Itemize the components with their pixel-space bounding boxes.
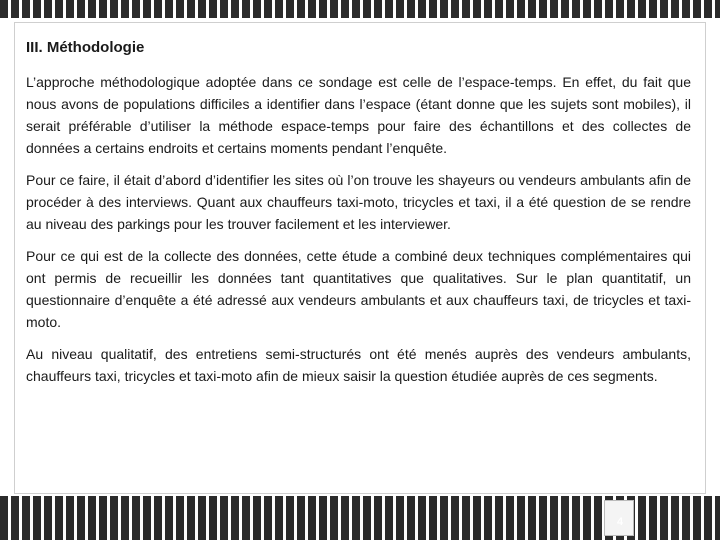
paragraph-data-collection: Pour ce qui est de la collecte des données, cette étude a combiné deux techniques complémentaires qui ont permis de recueillir les données tant quantitatives que qualitatives. Sur le plan quantitatif, un questionnaire d’enquête a été adressé aux vendeurs ambulants et aux chauffeurs taxi, de tricycles et taxi-moto. [26, 248, 691, 330]
paragraph-approach: L’approche méthodologique adoptée dans ce sondage est celle de l’espace-temps. En effet, du fait que nous avons de populations difficiles a identifier dans l’espace (étant donne que les sujets sont mobiles), il serait préférable d’utiliser la méthode espace-temps pour faire des échantillons et des collectes de données a certains endroits et certains moments pendant l’enquête. [26, 74, 691, 156]
paragraph-qualitative: Au niveau qualitatif, des entretiens semi-structurés ont été menés auprès des vendeurs ambulants, chauffeurs taxi, tricycles et taxi-moto afin de mieux saisir la question étudiée auprès de ces segments. [26, 346, 691, 384]
section-heading: III. Méthodologie [26, 39, 145, 56]
top-decorative-bar [0, 0, 720, 18]
page-number: 4 [616, 516, 624, 528]
paragraph-interviews: Pour ce faire, il était d’abord d’identifier les sites où l’on trouve les shayeurs ou vendeurs ambulants afin de procéder à des interviews. Quant aux chauffeurs taxi-moto, tricycles et taxi, il a été question de se rendre au niveau des parkings pour les trouver facilement et les interviewer. [26, 172, 691, 232]
slide-content [26, 38, 691, 397]
